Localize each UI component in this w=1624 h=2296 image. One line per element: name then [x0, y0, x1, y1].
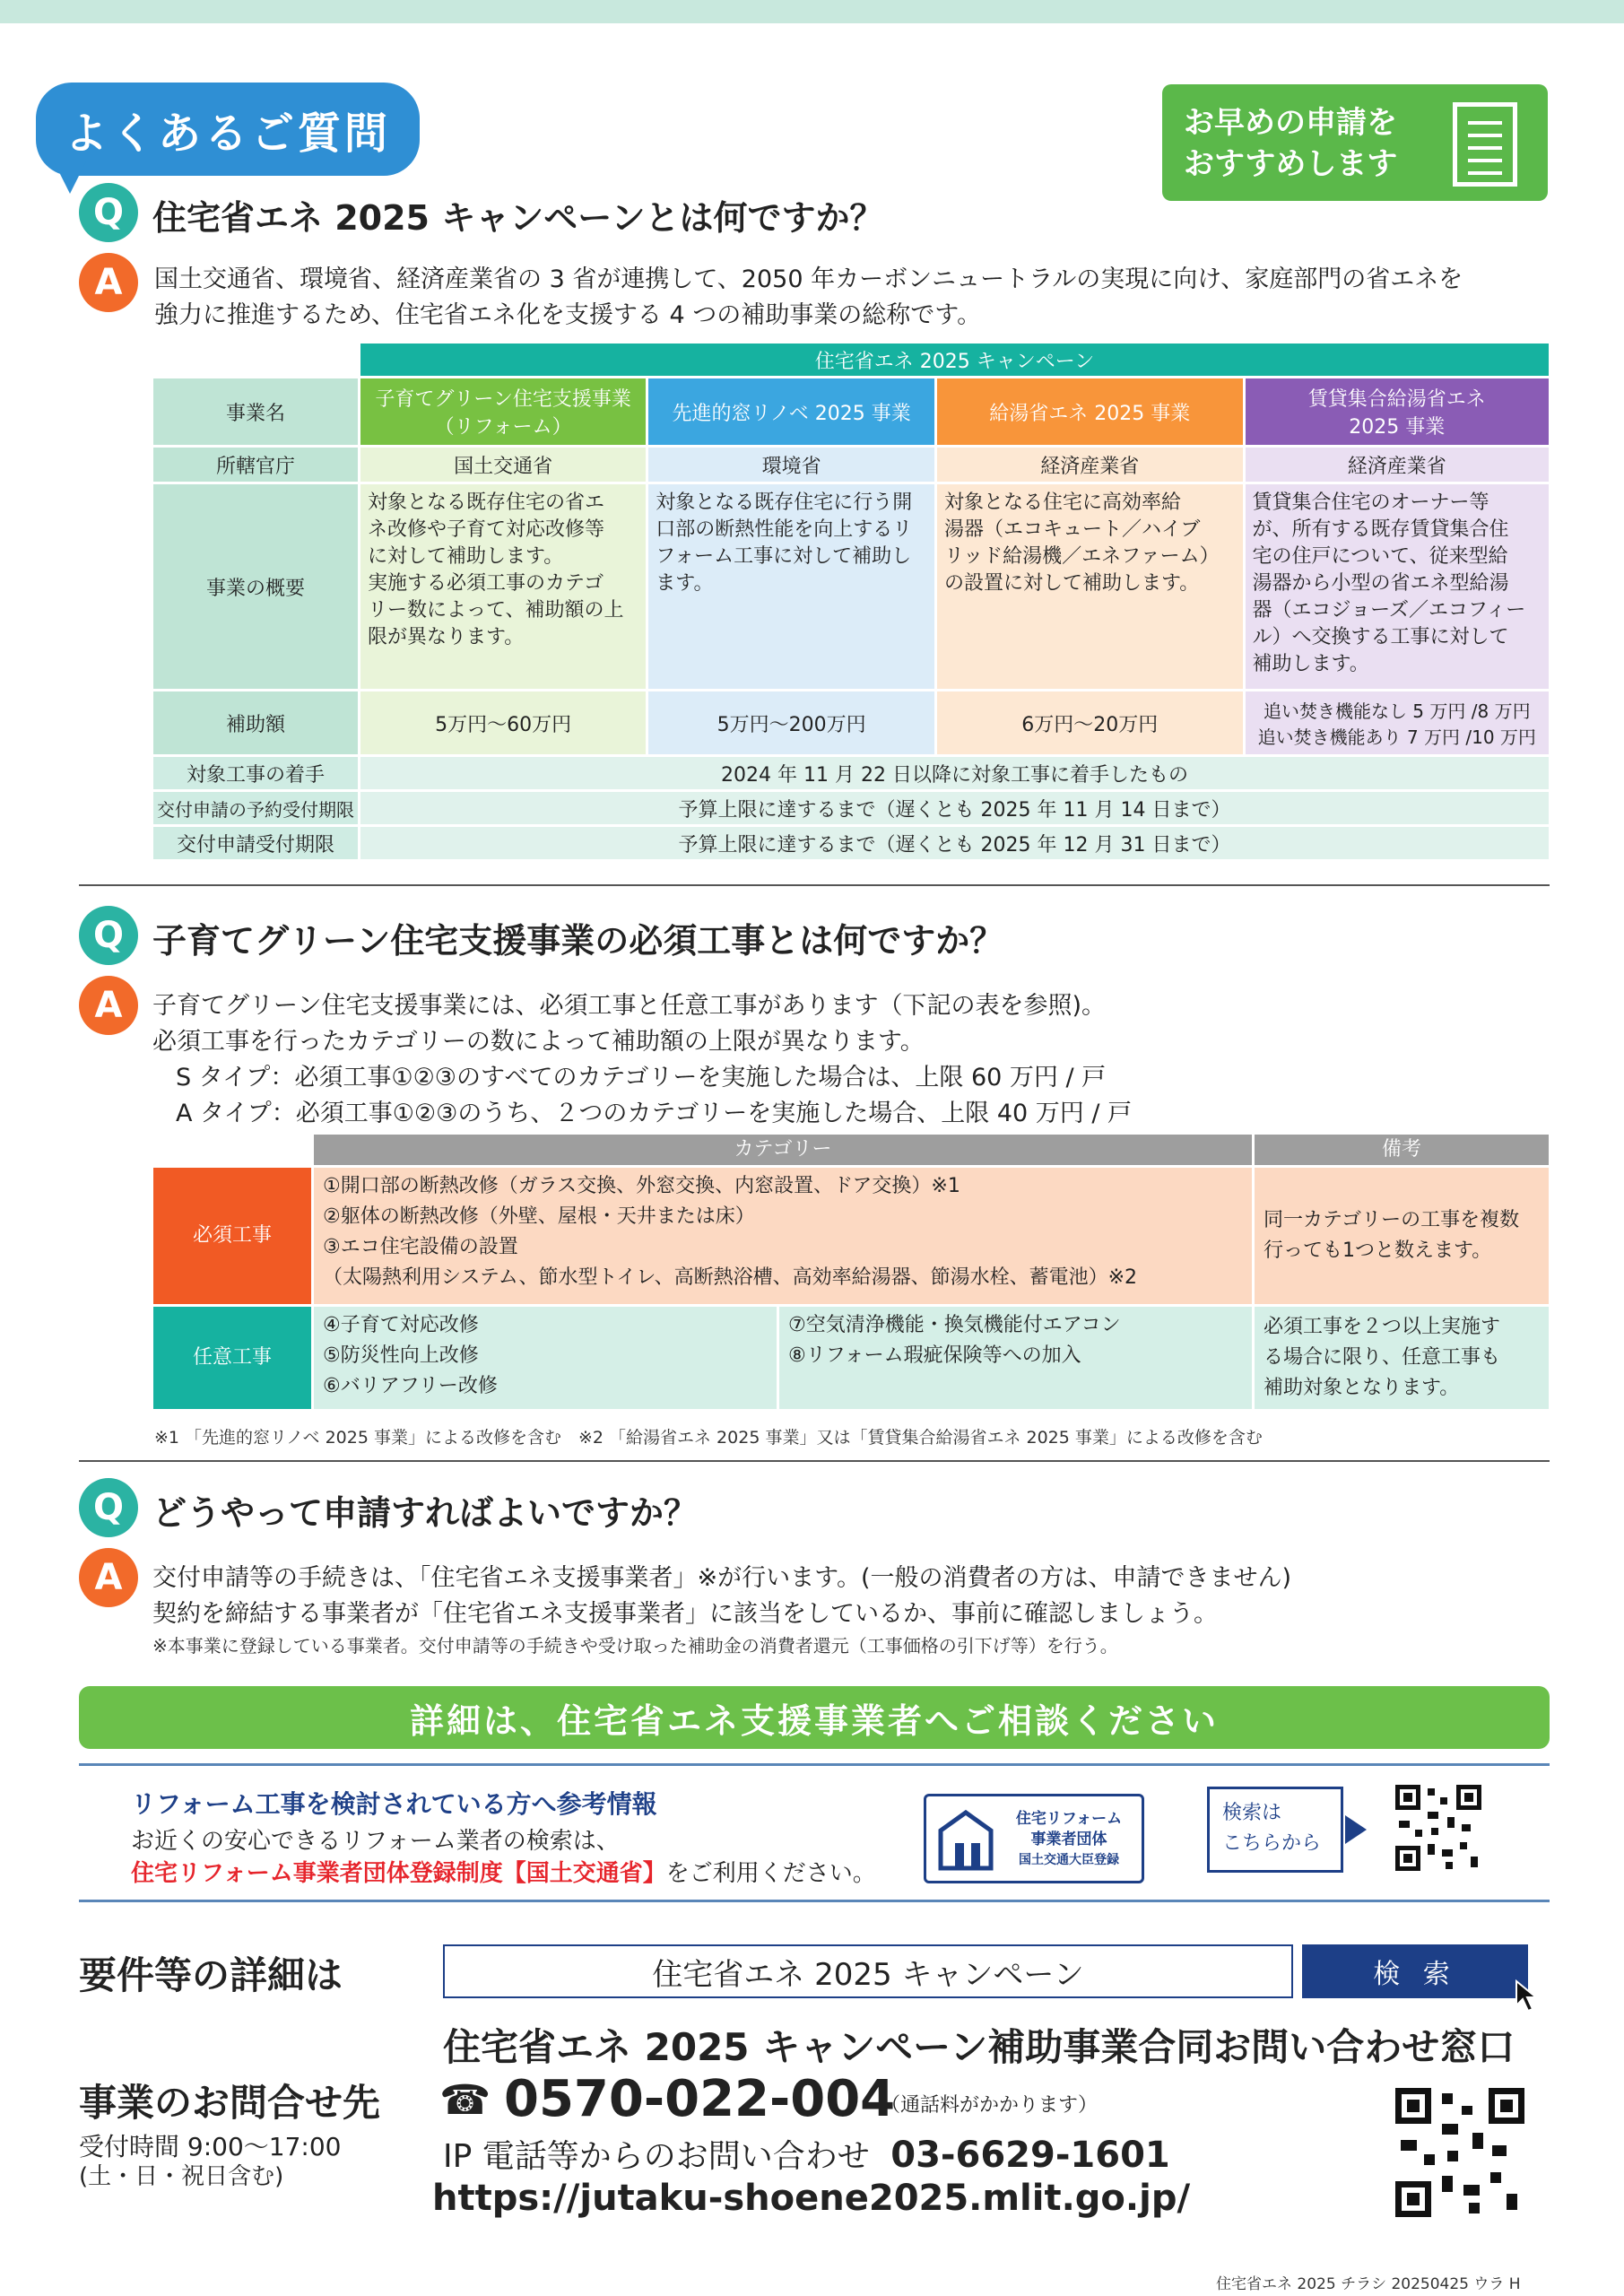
faq-badge: よくあるご質問: [36, 83, 420, 176]
early-apply-line2: おすすめします: [1184, 146, 1398, 182]
program-name: 子育てグリーン住宅支援事業 （リフォーム）: [360, 378, 646, 445]
answer-3-note: ※本事業に登録している事業者。交付申請等の手続きや受け取った補助金の消費者還元（工事価格の引下げ等）を行う。: [152, 1635, 1118, 1657]
work-table: [151, 1132, 1551, 1412]
phone-note: （通話料がかかります）: [881, 2094, 1099, 2117]
program-name: 先進的窓リノベ 2025 事業: [648, 378, 934, 445]
overview-cell: 対象となる住宅に高効率給 湯器（エコキュート／ハイブ リッド給湯機／エネファーム） の設置に対して補助します。: [937, 484, 1243, 689]
ministry-cell: 経済産業省: [1246, 448, 1549, 482]
divider: [79, 884, 1550, 886]
answer-2-line4: A タイプ：必須工事①②③のうち、２つのカテゴリーを実施した場合、上限 40 万円 / 戸: [176, 1100, 1133, 1127]
answer-3-line1: 交付申請等の手続きは、「住宅省エネ支援事業者」※が行います。(一般の消費者の方は、申請できません): [152, 1564, 1292, 1592]
optional-items-right: ⑦空気清浄機能・換気機能付エアコン ⑧リフォーム瑕疵保険等への加入: [779, 1307, 1252, 1409]
subsidy-cell: 追い焚き機能なし 5 万円 /8 万円 追い焚き機能あり 7 万円 /10 万円: [1246, 691, 1549, 754]
optional-remark: 必須工事を２つ以上実施す る場合に限り、任意工事も 補助対象となります。: [1255, 1307, 1549, 1409]
search-button[interactable]: 検 索: [1302, 1944, 1528, 1998]
question-icon: Q: [79, 1478, 138, 1537]
reform-title: リフォーム工事を検討されている方へ参考情報: [131, 1789, 657, 1819]
document-icon: [1453, 102, 1517, 187]
row-label-ministry: 所轄官庁: [153, 448, 358, 482]
cursor-icon: [1514, 1979, 1544, 2014]
program-name: 給湯省エネ 2025 事業: [937, 378, 1243, 445]
overview-cell: 賃貸集合住宅のオーナー等 が、所有する既存賃貸集合住 宅の住戸について、従来型給 湯器から小型の省エネ型給湯 器（エコジョーズ／エコフィー ル）へ交換する工事に対して 補助します。: [1246, 484, 1549, 689]
campaign-header: 住宅省エネ 2025 キャンペーン: [360, 344, 1549, 376]
required-items: ①開口部の断熱改修（ガラス交換、外窓交換、内窓設置、ドア交換）※1 ②躯体の断熱改修（外壁、屋根・天井または床） ③エコ住宅設備の設置 （太陽熱利用システム、節水型トイレ、高断熱浴槽、高効率給湯器、節湯水栓、蓄電池）※2: [314, 1168, 1252, 1304]
question-icon: Q: [79, 183, 138, 242]
overview-cell: 対象となる既存住宅の省エ ネ改修や子育て対応改修等 に対して補助します。 実施する必須工事のカテゴ リー数によって、補助額の上 限が異なります。: [360, 484, 646, 689]
optional-items-left: ④子育て対応改修 ⑤防災性向上改修 ⑥バリアフリー改修: [314, 1307, 777, 1409]
phone-icon: ☎: [439, 2075, 491, 2124]
required-label: 必須工事: [153, 1168, 311, 1304]
contact-window: 住宅省エネ 2025 キャンペーン補助事業合同お問い合わせ窓口: [443, 2025, 1515, 2069]
arrow-right-icon: [1345, 1815, 1367, 1844]
divider: [79, 1460, 1550, 1462]
details-label: 要件等の詳細は: [79, 1953, 343, 1997]
reform-line2-suffix: をご利用ください。: [665, 1860, 876, 1887]
early-apply-line1: お早めの申請を: [1184, 105, 1397, 141]
subsidy-cell: 5万円～60万円: [360, 691, 646, 754]
reservation-value: 予算上限に達するまで（遅くとも 2025 年 11 月 14 日まで）: [360, 792, 1549, 824]
answer-icon: A: [79, 976, 138, 1035]
reform-highlight-link[interactable]: 住宅リフォーム事業者団体登録制度【国土交通省】: [131, 1860, 666, 1887]
answer-icon: A: [79, 253, 138, 312]
search-here-box[interactable]: [1207, 1787, 1343, 1873]
question-icon: Q: [79, 906, 138, 965]
contact-phone: 0570-022-004: [504, 2070, 896, 2128]
required-remark: 同一カテゴリーの工事を複数 行っても1つと数えます。: [1255, 1168, 1549, 1304]
contact-label: 事業のお問合せ先: [79, 2081, 381, 2125]
subsidy-cell: 5万円～200万円: [648, 691, 934, 754]
consult-banner: 詳細は、住宅省エネ支援事業者へご相談ください: [79, 1686, 1550, 1749]
subsidy-cell: 6万円～20万円: [937, 691, 1243, 754]
category-header: カテゴリー: [314, 1135, 1252, 1165]
remarks-header: 備考: [1255, 1135, 1549, 1165]
question-2-title: 子育てグリーン住宅支援事業の必須工事とは何ですか？: [152, 921, 1004, 961]
campaign-table: [151, 341, 1551, 862]
row-label-overview: 事業の概要: [153, 484, 358, 689]
answer-2-line2: 必須工事を行ったカテゴリーの数によって補助額の上限が異なります。: [152, 1028, 925, 1056]
answer-3: [152, 1561, 1551, 1659]
contact-hours: 受付時間 9:00～17:00: [79, 2132, 342, 2161]
start-value: 2024 年 11 月 22 日以降に対象工事に着手したもの: [360, 757, 1549, 789]
ip-phone: 03-6629-1601: [890, 2135, 1170, 2176]
program-name: 賃貸集合給湯省エネ 2025 事業: [1246, 378, 1549, 445]
question-1-title: 住宅省エネ 2025 キャンペーンとは何ですか？: [152, 198, 884, 238]
logo-line1: 住宅リフォーム: [1015, 1810, 1123, 1828]
reform-line1: お近くの安心できるリフォーム業者の検索は、: [131, 1828, 620, 1855]
row-label-subsidy: 補助額: [153, 691, 358, 754]
optional-label: 任意工事: [153, 1307, 311, 1409]
answer-2-line1: 子育てグリーン住宅支援事業には、必須工事と任意工事があります（下記の表を参照)。: [152, 992, 1106, 1020]
contact-days: (土・日・祝日含む): [79, 2163, 284, 2190]
divider: [79, 1763, 1550, 1766]
ip-phone-row: [443, 2131, 1170, 2177]
search-here-line1: 検索は: [1222, 1802, 1282, 1824]
row-label-name: 事業名: [153, 378, 358, 445]
footer-code: 住宅省エネ 2025 チラシ 20250425 ウラ H: [1216, 2275, 1521, 2293]
row-label-application: 交付申請受付期限: [153, 827, 358, 859]
logo-line3: 国土交通大臣登録: [1019, 1853, 1119, 1867]
answer-1: [154, 262, 1553, 334]
qr-code-icon[interactable]: [1395, 2088, 1524, 2217]
campaign-search-input[interactable]: 住宅省エネ 2025 キャンペーン: [443, 1944, 1293, 1998]
divider: [79, 1900, 1550, 1902]
row-label-reservation: 交付申請の予約受付期限: [153, 792, 358, 824]
ministry-cell: 国土交通省: [360, 448, 646, 482]
contact-url-link[interactable]: https://jutaku-shoene2025.mlit.go.jp/: [432, 2178, 1191, 2219]
house-icon: [935, 1807, 998, 1874]
search-here-line2: こちらから: [1222, 1832, 1322, 1855]
row-label-start: 対象工事の着手: [153, 757, 358, 789]
question-3-title: どうやって申請すればよいですか？: [152, 1493, 699, 1533]
top-band: [0, 0, 1624, 23]
answer-3-line2: 契約を締結する事業者が「住宅省エネ支援事業者」に該当をしているか、事前に確認しましょう。: [152, 1600, 1218, 1628]
reform-registry-logo: [924, 1794, 1144, 1883]
work-table-footnote: ※1 「先進的窓リノベ 2025 事業」による改修を含む ※2 「給湯省エネ 2025 事業」又は「賃貸集合給湯省エネ 2025 事業」による改修を含む: [154, 1428, 1263, 1448]
answer-2: [152, 988, 1551, 1132]
ministry-cell: 環境省: [648, 448, 934, 482]
answer-1-line1: 国土交通省、環境省、経済産業省の 3 省が連携して、2050 年カーボンニュートラルの実現に向け、家庭部門の省エネを: [154, 265, 1463, 293]
application-value: 予算上限に達するまで（遅くとも 2025 年 12 月 31 日まで）: [360, 827, 1549, 859]
faq-badge-tail: [54, 161, 86, 194]
ministry-cell: 経済産業省: [937, 448, 1243, 482]
overview-cell: 対象となる既存住宅に行う開 口部の断熱性能を向上するリ フォーム工事に対して補助し ます。: [648, 484, 934, 689]
reform-line2: [131, 1855, 876, 1888]
qr-code-icon[interactable]: [1395, 1785, 1481, 1871]
answer-1-line2: 強力に推進するため、住宅省エネ化を支援する 4 つの補助事業の総称です。: [154, 301, 982, 329]
logo-line2: 事業者団体: [1030, 1831, 1107, 1848]
answer-icon: A: [79, 1548, 138, 1607]
answer-2-line3: S タイプ：必須工事①②③のすべてのカテゴリーを実施した場合は、上限 60 万円 / 戸: [176, 1064, 1107, 1091]
ip-label: IP 電話等からのお問い合わせ: [443, 2138, 870, 2175]
